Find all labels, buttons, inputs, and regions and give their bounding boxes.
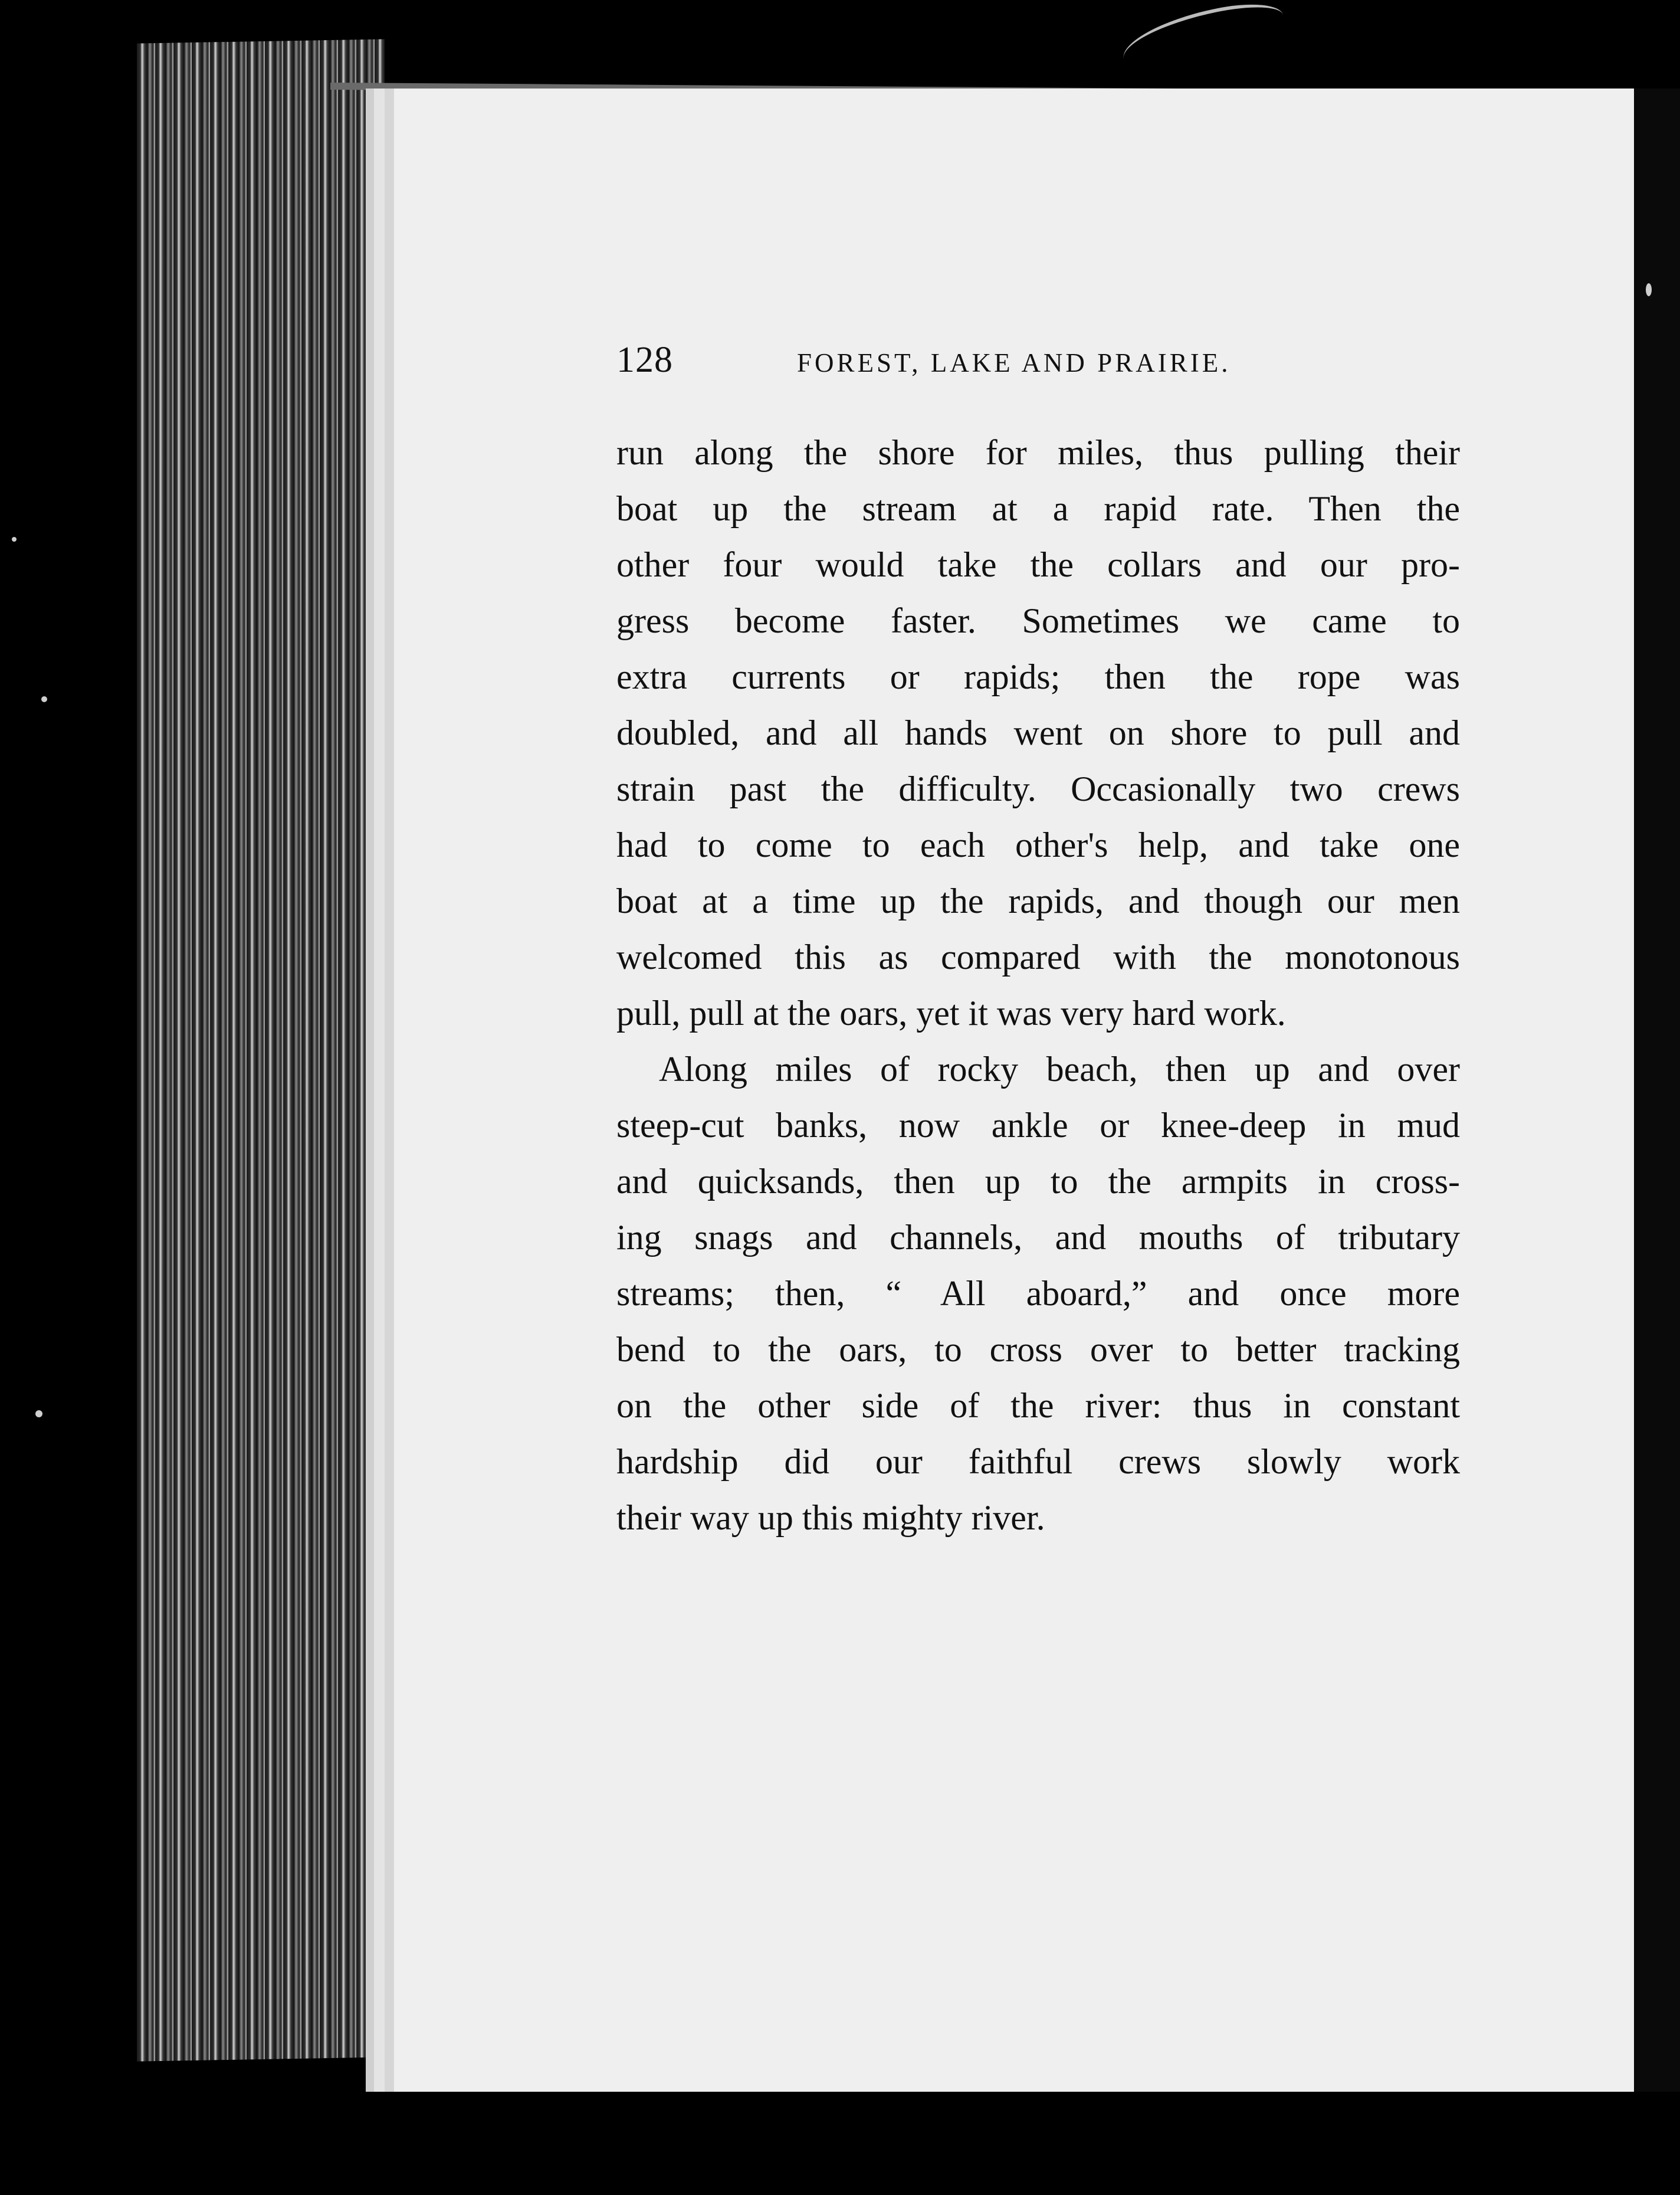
book-page-edges	[137, 39, 385, 2061]
body-text	[616, 425, 1460, 1546]
text-line: boat up the stream at a rapid rate. Then the	[616, 489, 1460, 528]
text-line: and quicksands, then up to the armpits in cross-	[616, 1162, 1460, 1201]
text-line: streams; then, “ All aboard,” and once more	[616, 1274, 1460, 1313]
speck	[41, 696, 47, 702]
text-line: gress become faster. Sometimes we came to	[616, 601, 1460, 640]
text-line: strain past the difficulty. Occasionally two crews	[616, 769, 1460, 808]
text-line: boat at a time up the rapids, and though our men	[616, 882, 1460, 920]
page-number: 128	[616, 340, 673, 380]
text-line: doubled, and all hands went on shore to pull and	[616, 713, 1460, 752]
scan-artifact	[1117, 0, 1289, 79]
running-header	[616, 339, 1307, 381]
running-title: FOREST, LAKE AND PRAIRIE.	[797, 348, 1231, 378]
speck	[12, 537, 17, 542]
text-line: pull, pull at the oars, yet it was very hard work.	[616, 994, 1286, 1033]
text-line: other four would take the collars and our pro-	[616, 545, 1460, 584]
text-line: on the other side of the river: thus in constant	[616, 1386, 1460, 1425]
text-line: had to come to each other's help, and take one	[616, 825, 1460, 864]
text-line: Along miles of rocky beach, then up and over	[659, 1050, 1460, 1089]
text-line: ing snags and channels, and mouths of tributary	[616, 1218, 1460, 1257]
text-line: bend to the oars, to cross over to better tracking	[616, 1330, 1460, 1369]
right-border	[1634, 89, 1680, 2106]
text-line: steep-cut banks, now ankle or knee-deep in mud	[616, 1106, 1460, 1145]
bottom-border	[330, 2092, 1680, 2195]
text-line: run along the shore for miles, thus pulling their	[616, 433, 1460, 472]
text-line: welcomed this as compared with the monotonous	[616, 938, 1460, 977]
text-line: extra currents or rapids; then the rope was	[616, 657, 1460, 696]
speck	[35, 1410, 42, 1417]
text-line: hardship did our faithful crews slowly work	[616, 1442, 1460, 1481]
text-line: their way up this mighty river.	[616, 1498, 1045, 1537]
speck	[1646, 283, 1652, 296]
